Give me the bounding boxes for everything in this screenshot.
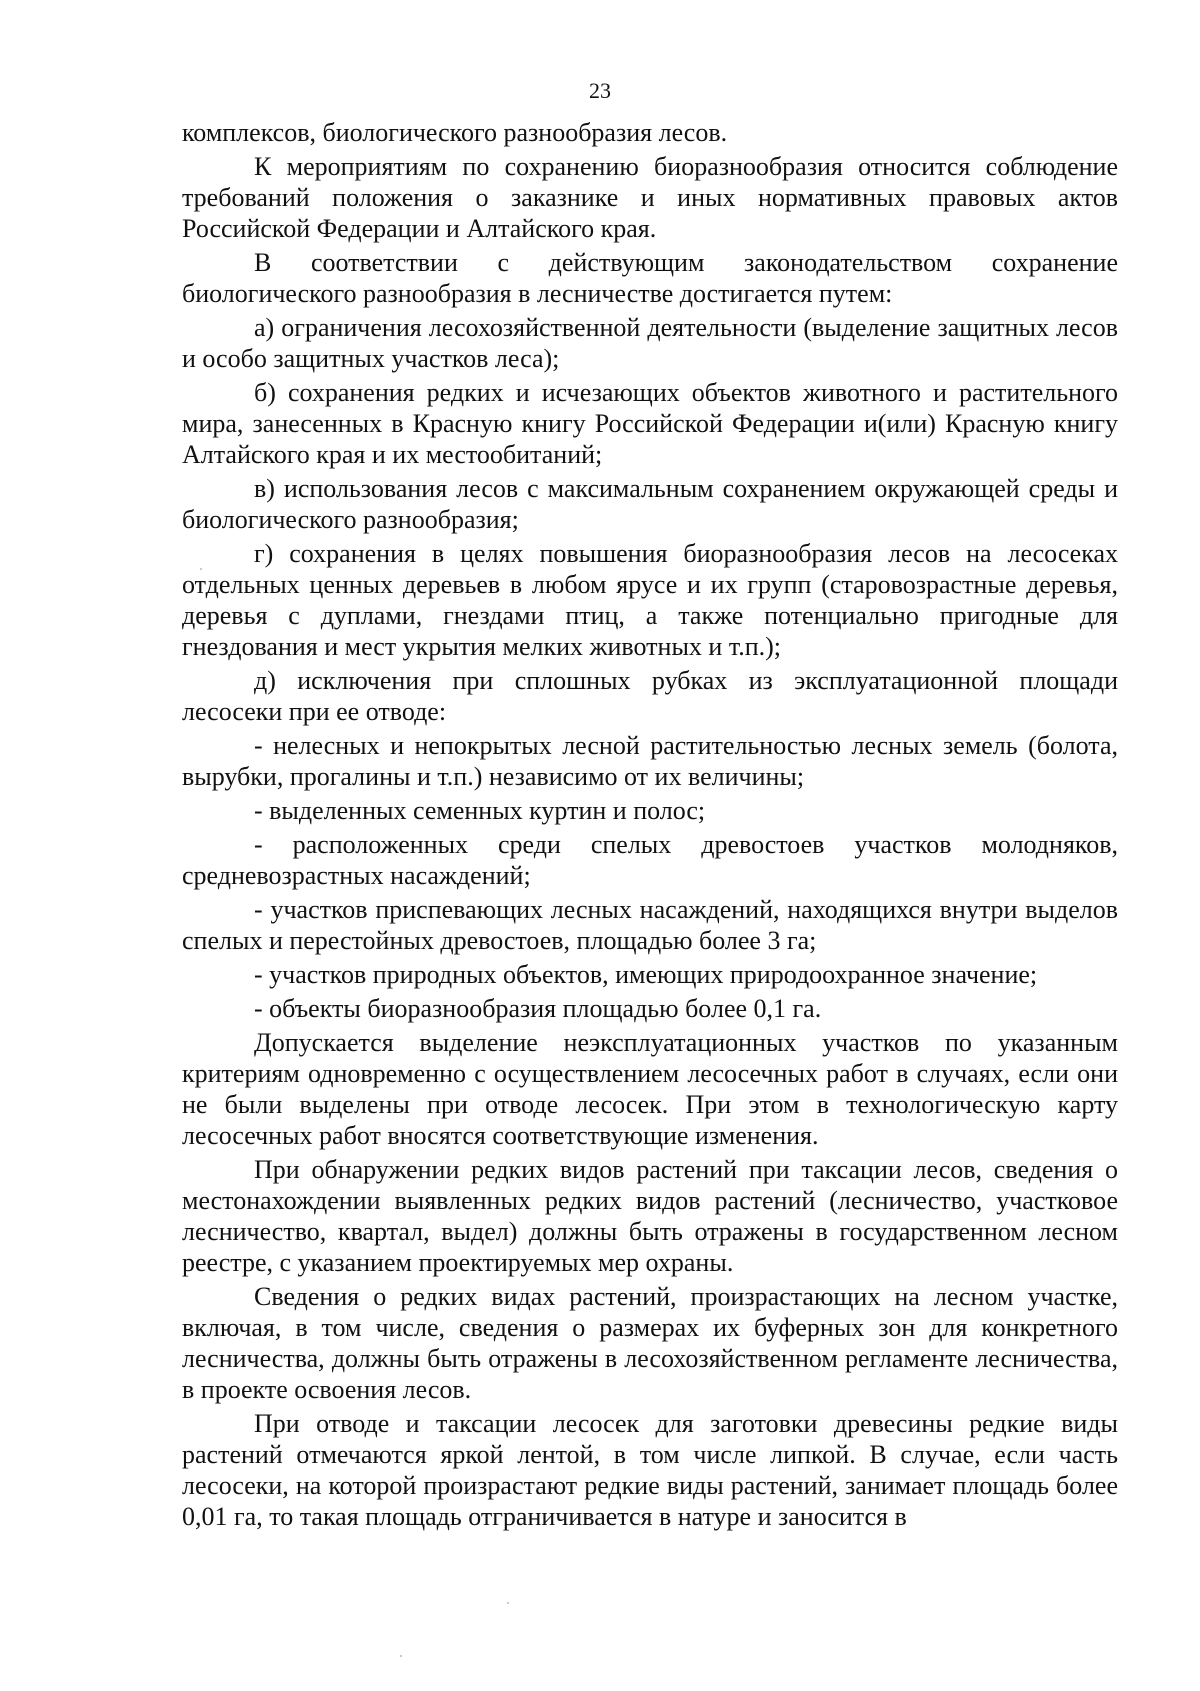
dash-item: - выделенных семенных куртин и полос; [254, 796, 706, 825]
page-number: 23 [589, 78, 611, 103]
list-item: а) ограничения лесохозяйственной деятельности (выделение защитных лесов и особо защитных участков леса); [182, 313, 1118, 373]
scan-artifact [200, 568, 202, 570]
list-item: г) сохранения в целях повышения биоразнообразия лесов на лесосеках отдельных ценных деревьев в любом ярусе и их групп (старовозрастные деревья, деревья с дуплами, гнездами птиц, а также потенциально пригодные для гнездования и мест укрытия мелких животных и т.п.); [182, 539, 1118, 661]
paragraph: К мероприятиям по сохранению биоразнообразия относится соблюдение требований положения о заказнике и иных нормативных правовых актов Российской Федерации и Алтайского края. [182, 152, 1118, 243]
scan-artifact [507, 1602, 509, 1604]
paragraph: Сведения о редких видах растений, произрастающих на лесном участке, включая, в том числе, сведения о размерах их буферных зон для конкретного лесничества, должны быть отражены в лесохозяйственном регламенте лесничества, в проекте освоения лесов. [182, 1282, 1118, 1404]
scan-artifact [400, 1655, 402, 1657]
paragraph: Допускается выделение неэксплуатационных участков по указанным критериям одновременно с осуществлением лесосечных работ в случаях, если они не были выделены при отводе лесосек. При этом в технологическую карту лесосечных работ вносятся соответствующие изменения. [182, 1028, 1118, 1150]
document-body [182, 117, 1118, 1532]
paragraph: При обнаружении редких видов растений при таксации лесов, сведения о местонахождении выявленных редких видов растений (лесничество, участковое лесничество, квартал, выдел) должны быть отражены в государственном лесном реестре, с указанием проектируемых мер охраны. [182, 1155, 1118, 1277]
dash-item: - расположенных среди спелых древостоев участков молодняков, средневозрастных насаждений; [182, 830, 1118, 890]
paragraph: комплексов, биологического разнообразия лесов. [182, 118, 728, 147]
list-item: б) сохранения редких и исчезающих объектов животного и растительного мира, занесенных в Красную книгу Российской Федерации и(или) Красную книгу Алтайского края и их местообитаний; [182, 378, 1118, 469]
dash-item: - участков природных объектов, имеющих природоохранное значение; [254, 960, 1038, 989]
dash-item: - нелесных и непокрытых лесной растительностью лесных земель (болота, вырубки, прогалины и т.п.) независимо от их величины; [182, 731, 1118, 791]
paragraph: При отводе и таксации лесосек для заготовки древесины редкие виды растений отмечаются яркой лентой, в том числе липкой. В случае, если часть лесосеки, на которой произрастают редкие виды растений, занимает площадь более 0,01 га, то такая площадь отграничивается в натуре и заносится в [182, 1409, 1118, 1531]
list-item: д) исключения при сплошных рубках из эксплуатационной площади лесосеки при ее отводе: [182, 666, 1118, 726]
list-item: в) использования лесов с максимальным сохранением окружающей среды и биологического разнообразия; [182, 474, 1118, 534]
dash-item: - участков приспевающих лесных насаждений, находящихся внутри выделов спелых и перестойных древостоев, площадью более 3 га; [182, 895, 1118, 955]
paragraph: В соответствии с действующим законодательством сохранение биологического разнообразия в лесничестве достигается путем: [182, 248, 1118, 308]
dash-item: - объекты биоразнообразия площадью более 0,1 га. [254, 994, 822, 1023]
